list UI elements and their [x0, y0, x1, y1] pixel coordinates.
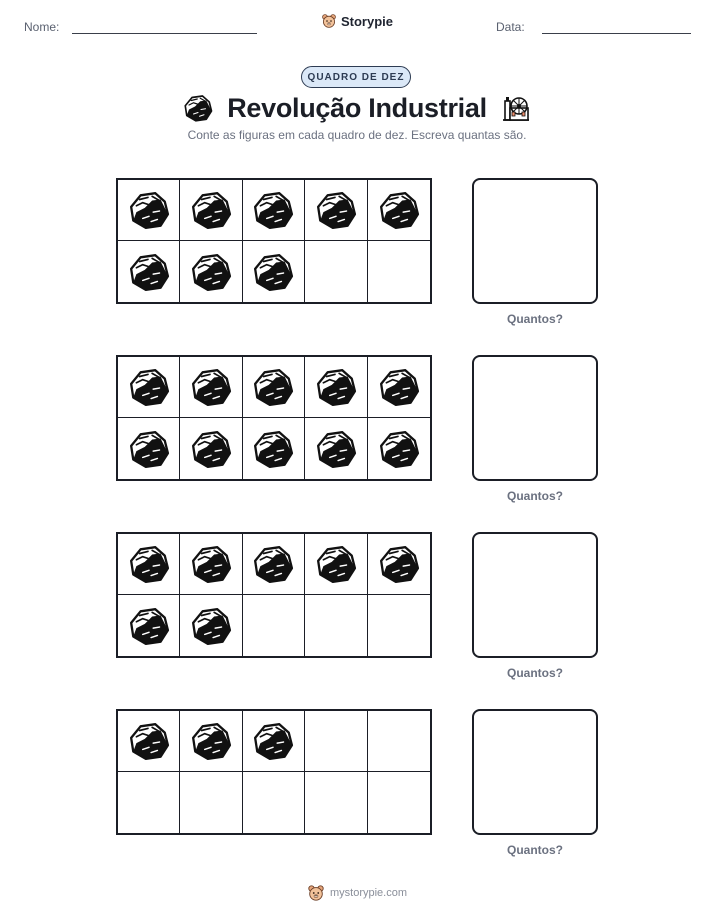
- coal-icon: [252, 428, 294, 470]
- ten-frame-cell: [368, 241, 430, 302]
- coal-icon: [315, 366, 357, 408]
- ten-frame-cell: [118, 595, 180, 656]
- ten-frame-cell: [368, 357, 430, 418]
- ten-frame-cell: [305, 241, 367, 302]
- answer-prompt: Quantos?: [507, 312, 563, 326]
- storypie-mascot-icon: [321, 13, 337, 29]
- ten-frame-cell: [180, 418, 242, 479]
- ten-frame-cell: [243, 357, 305, 418]
- footer-url: mystorypie.com: [329, 887, 408, 899]
- date-label: Data:: [496, 20, 525, 34]
- coal-icon: [190, 251, 232, 293]
- answer-prompt: Quantos?: [507, 489, 563, 503]
- coal-icon: [378, 366, 420, 408]
- ten-frame-cell: [305, 711, 367, 772]
- coal-icon: [378, 428, 420, 470]
- instructions: Conte as figuras em cada quadro de dez. Escreva quantas são.: [187, 128, 527, 142]
- ten-frame-cell: [243, 711, 305, 772]
- coal-icon: [252, 366, 294, 408]
- coal-icon: [190, 543, 232, 585]
- storypie-mascot-icon: [307, 884, 325, 902]
- ten-frame-cell: [180, 711, 242, 772]
- answer-box[interactable]: [472, 709, 598, 835]
- coal-icon: [378, 189, 420, 231]
- coal-icon: [315, 543, 357, 585]
- ten-frame-cell: [180, 241, 242, 302]
- coal-icon: [378, 543, 420, 585]
- answer-prompt: Quantos?: [507, 843, 563, 857]
- coal-icon: [190, 189, 232, 231]
- coal-icon: [315, 189, 357, 231]
- ten-frame-cell: [305, 418, 367, 479]
- ten-frame-cell: [180, 357, 242, 418]
- coal-icon: [190, 720, 232, 762]
- coal-icon: [315, 428, 357, 470]
- ten-frame-cell: [118, 534, 180, 595]
- ten-frame: [116, 532, 432, 658]
- coal-icon: [128, 720, 170, 762]
- ten-frame: [116, 178, 432, 304]
- ten-frame-cell: [243, 418, 305, 479]
- coal-icon: [183, 93, 213, 123]
- ten-frame-cell: [180, 595, 242, 656]
- answer-box[interactable]: [472, 178, 598, 304]
- answer-prompt: Quantos?: [507, 666, 563, 680]
- ten-frame-cell: [180, 772, 242, 833]
- ten-frame-cell: [368, 772, 430, 833]
- footer: [0, 884, 714, 902]
- page-title: Revolução Industrial: [227, 92, 487, 123]
- ten-frame-cell: [305, 357, 367, 418]
- title-row: [0, 90, 714, 126]
- brand-name: Storypie: [340, 13, 393, 29]
- coal-icon: [128, 189, 170, 231]
- ten-frame-cell: [180, 534, 242, 595]
- ten-frame-cell: [118, 180, 180, 241]
- coal-icon: [252, 720, 294, 762]
- ten-frame-cell: [305, 534, 367, 595]
- answer-box[interactable]: [472, 532, 598, 658]
- ten-frame-cell: [368, 711, 430, 772]
- ten-frame-cell: [368, 534, 430, 595]
- name-label: Nome:: [24, 20, 60, 34]
- ten-frame-cell: [118, 241, 180, 302]
- ten-frame-cell: [368, 180, 430, 241]
- date-line: [542, 33, 691, 34]
- ten-frame-cell: [243, 180, 305, 241]
- brand-logo: [0, 13, 714, 29]
- ten-frame-cell: [305, 772, 367, 833]
- ten-frame-cell: [243, 534, 305, 595]
- ten-frame: [116, 355, 432, 481]
- ten-frame-cell: [118, 711, 180, 772]
- coal-icon: [252, 543, 294, 585]
- coal-icon: [128, 428, 170, 470]
- ten-frame-cell: [243, 241, 305, 302]
- coal-icon: [252, 251, 294, 293]
- ten-frame-cell: [243, 772, 305, 833]
- factory-icon: [501, 93, 531, 123]
- ten-frame-cell: [118, 418, 180, 479]
- worksheet-type-badge: QUADRO DE DEZ: [301, 66, 411, 88]
- ten-frame-cell: [305, 595, 367, 656]
- ten-frame-cell: [180, 180, 242, 241]
- answer-box[interactable]: [472, 355, 598, 481]
- ten-frame-cell: [118, 357, 180, 418]
- coal-icon: [190, 366, 232, 408]
- ten-frame-cell: [305, 180, 367, 241]
- coal-icon: [128, 605, 170, 647]
- name-line: [72, 33, 257, 34]
- coal-icon: [128, 543, 170, 585]
- ten-frame: [116, 709, 432, 835]
- coal-icon: [190, 428, 232, 470]
- ten-frame-cell: [118, 772, 180, 833]
- coal-icon: [252, 189, 294, 231]
- coal-icon: [128, 366, 170, 408]
- coal-icon: [190, 605, 232, 647]
- coal-icon: [128, 251, 170, 293]
- ten-frame-cell: [243, 595, 305, 656]
- ten-frame-cell: [368, 418, 430, 479]
- ten-frame-cell: [368, 595, 430, 656]
